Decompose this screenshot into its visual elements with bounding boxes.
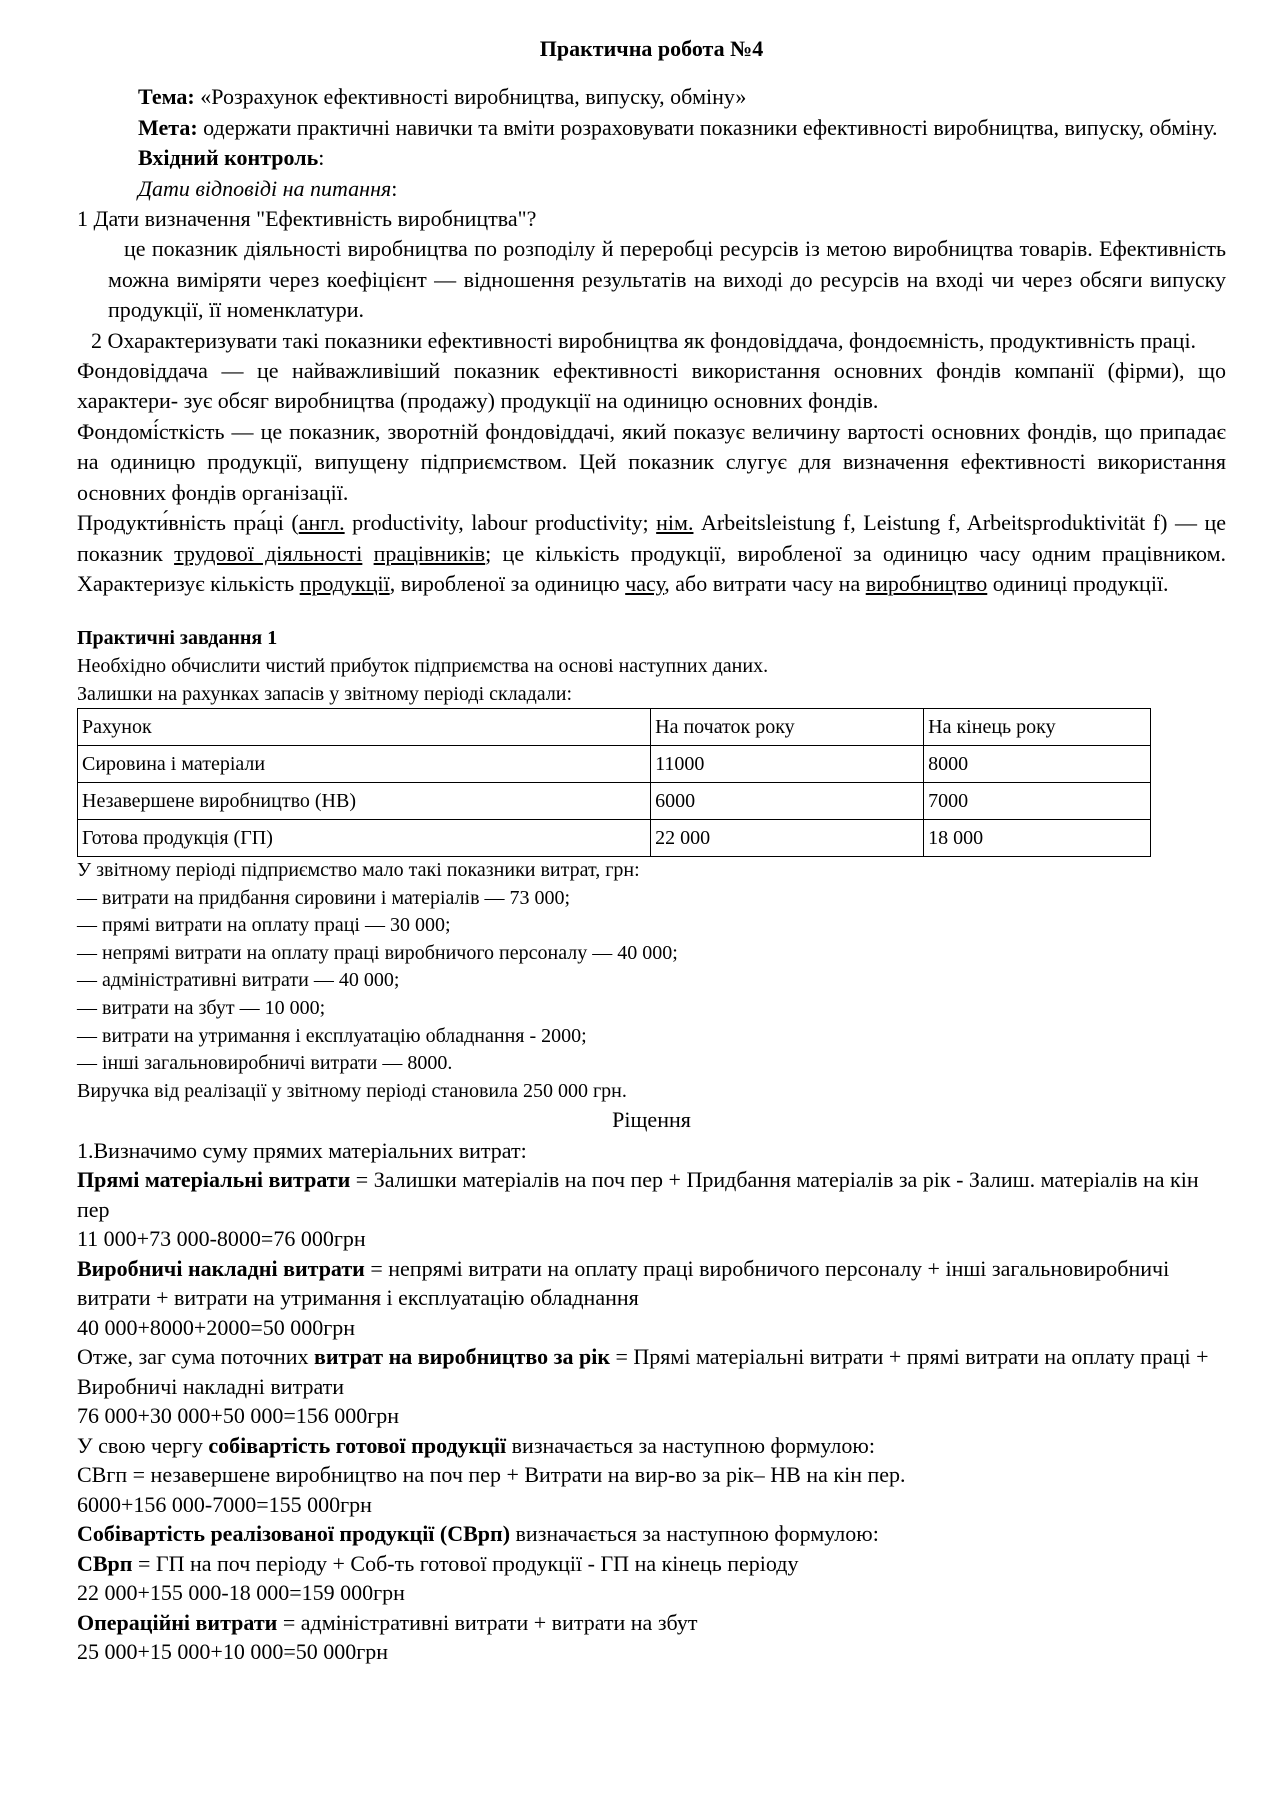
entry-control-colon: :: [318, 145, 325, 171]
question-1: 1 Дати визначення "Ефективність виробництва"?: [77, 206, 537, 232]
sold-goods-cost-label: Собівартість реалізованої продукції (СВрп): [77, 1521, 511, 1547]
fondovid-paragraph: Фондовіддача — це найважливіший показник ефективності використання основних фондів компанії (фірми), що характери- зує обсяг виробництва (продажу) продукції на одиницю основних фондів.: [77, 358, 1226, 414]
productivity-text-h: одиниці продукції.: [987, 570, 1169, 596]
answer-1: це показник діяльності виробництва по розподілу й переробці ресурсів із метою виробництва товарів. Ефективність можна виміряти через коефіцієнт — відношення результатів на виході до ресурсів на вході чи через обсяги випуску продукції, її номенклатури.: [108, 236, 1226, 323]
productivity-text-a: Продукти́вність пра́ці (: [77, 510, 299, 536]
total-production-costs-label: витрат на виробництво за рік: [314, 1344, 611, 1370]
sold-goods-cost: [77, 1519, 1226, 1549]
productivity-text-f: , виробленої за одиницю: [389, 570, 626, 596]
table-cell: Сировина і матеріали: [78, 746, 651, 783]
task-line-2: Залишки на рахунках запасів у звітному періоді складали:: [77, 682, 573, 705]
table-header-row: [78, 709, 1151, 746]
sold-goods-cost-formula-text: = ГП на поч періоду + Соб-ть готової продукції - ГП на кінець періоду: [132, 1550, 799, 1576]
table-cell: 7000: [924, 783, 1151, 820]
cost-item: — витрати на збут — 10 000;: [77, 997, 326, 1020]
finished-goods-cost-prefix: У свою чергу: [77, 1432, 209, 1458]
questions-label: Дати відповіді на питання: [138, 175, 392, 201]
table-row: [78, 820, 1151, 857]
productivity-text-d: [362, 541, 373, 566]
total-production-costs: [77, 1342, 1226, 1401]
finished-goods-cost-formula: СВгп = незавершене виробництво на поч пер + Витрати на вир-во за рік– НВ на кін пер.: [77, 1462, 906, 1488]
link-vyrobnytstvo[interactable]: виробництво: [865, 570, 988, 596]
link-chas[interactable]: часу: [625, 570, 665, 596]
task-line-1: Необхідно обчислити чистий прибуток підприємства на основі наступних даних.: [77, 654, 769, 677]
link-nim[interactable]: нім.: [656, 510, 694, 536]
link-trudova-diyalnist[interactable]: трудової діяльності: [174, 540, 363, 566]
table-header-cell: Рахунок: [78, 709, 651, 746]
table-row: [78, 783, 1151, 820]
stock-table: [77, 708, 1151, 857]
table-header-cell: На початок року: [651, 709, 924, 746]
finished-goods-cost-suffix: визначається за наступною формулою:: [506, 1432, 875, 1458]
total-production-costs-calc: 76 000+30 000+50 000=156 000грн: [77, 1403, 400, 1429]
topic-line: [77, 82, 1226, 112]
operating-costs-calc: 25 000+15 000+10 000=50 000грн: [77, 1639, 389, 1665]
productivity-paragraph: [77, 508, 1226, 599]
topic-label: Тема:: [138, 84, 195, 110]
topic-text: «Розрахунок ефективності виробництва, випуску, обміну»: [194, 84, 747, 110]
document-page: [77, 34, 1226, 1667]
overhead-costs-calc: 40 000+8000+2000=50 000грн: [77, 1314, 356, 1340]
table-cell: Готова продукція (ГП): [78, 820, 651, 857]
finished-goods-cost-label: собівартість готової продукції: [208, 1432, 507, 1458]
sold-goods-cost-formula-label: СВрп: [77, 1550, 133, 1576]
fondomist-paragraph: Фондомі́сткість — це показник, зворотній фондовіддачі, який показує величину вартості основних фондів, що припадає на одиницю продукції, випущену підприємством. Цей показник слугує для визначення ефективності використання основних фондів організації.: [77, 418, 1226, 505]
table-cell: 18 000: [924, 820, 1151, 857]
entry-control-label: Вхідний контроль: [138, 145, 319, 171]
task-title: Практичні завдання 1: [77, 627, 278, 650]
total-production-costs-prefix: Отже, заг сума поточних: [77, 1344, 314, 1370]
solution-heading: Ріщення: [612, 1107, 691, 1133]
sold-goods-cost-formula: [77, 1549, 1226, 1579]
table-cell: 11000: [651, 746, 924, 783]
overhead-costs: [77, 1254, 1226, 1313]
solution-step-1: 1.Визначимо суму прямих матеріальних витрат:: [77, 1137, 527, 1163]
operating-costs-label: Операційні витрати: [77, 1609, 278, 1635]
productivity-text-g: , або витрати часу на: [664, 570, 866, 596]
document-title: Практична робота №4: [539, 36, 764, 61]
table-header-cell: На кінець року: [924, 709, 1151, 746]
productivity-text-c: Arbeitsleistung f, Leistung f, Arbeitsproduktivität f) — це показник: [77, 510, 1227, 566]
cost-item: — прямі витрати на оплату праці — 30 000;: [77, 914, 451, 937]
goal-label: Мета:: [138, 114, 198, 140]
cost-item: — інші загальновиробничі витрати — 8000.: [77, 1052, 453, 1075]
operating-costs: [77, 1608, 1226, 1638]
table-cell: 22 000: [651, 820, 924, 857]
link-pratsivnyky[interactable]: працівників: [373, 540, 486, 566]
productivity-text-b: productivity, labour productivity;: [344, 510, 657, 536]
finished-goods-cost-calc: 6000+156 000-7000=155 000грн: [77, 1491, 372, 1517]
total-production-costs-formula: = Прямі матеріальні витрати + прямі витрати на оплату праці + Виробничі накладні витрати: [77, 1344, 1209, 1399]
direct-material-costs-formula: = Залишки матеріалів на поч пер + Придбання матеріалів за рік - Залиш. матеріалів на кін пер: [77, 1167, 1199, 1222]
goal-line: [77, 113, 1226, 143]
direct-material-costs-label: Прямі матеріальні витрати: [77, 1167, 351, 1193]
sold-goods-cost-calc: 22 000+155 000-18 000=159 000грн: [77, 1580, 405, 1606]
operating-costs-formula: = адміністративні витрати + витрати на збут: [277, 1609, 698, 1635]
table-cell: Незавершене виробництво (НВ): [78, 783, 651, 820]
goal-text: одержати практичні навички та вміти розраховувати показники ефективності виробництва, випуску, обміну.: [197, 114, 1218, 140]
costs-intro: У звітному періоді підприємство мало такі показники витрат, грн:: [77, 859, 640, 882]
link-produktsiya[interactable]: продукції: [299, 570, 390, 596]
cost-item: — витрати на придбання сировини і матеріалів — 73 000;: [77, 886, 571, 909]
questions-line: [77, 174, 1226, 204]
cost-item: — непрямі витрати на оплату праці виробничого персоналу — 40 000;: [77, 941, 678, 964]
sold-goods-cost-suffix: визначається за наступною формулою:: [510, 1521, 879, 1547]
cost-item: — адміністративні витрати — 40 000;: [77, 969, 400, 992]
cost-item: — витрати на утримання і експлуатацію обладнання - 2000;: [77, 1024, 587, 1047]
overhead-costs-label: Виробничі накладні витрати: [77, 1255, 365, 1281]
direct-material-costs-calc: 11 000+73 000-8000=76 000грн: [77, 1226, 366, 1252]
questions-colon: :: [391, 175, 398, 201]
productivity-text-e: ; це кількість продукції, виробленої за одиницю часу одним працівником. Характеризує кількість: [77, 540, 1226, 596]
table-cell: 6000: [651, 783, 924, 820]
direct-material-costs: [77, 1165, 1226, 1224]
finished-goods-cost: [77, 1431, 1226, 1461]
question-2: 2 Охарактеризувати такі показники ефективності виробництва як фондовіддача, фондоємність, продуктивність праці.: [91, 327, 1197, 353]
entry-control-line: [77, 143, 1226, 173]
overhead-costs-formula: = непрямі витрати на оплату праці виробничого персоналу + інші загальновиробничі витрати + витрати на утримання і експлуатацію обладнання: [77, 1255, 1170, 1311]
table-row: [78, 746, 1151, 783]
link-angl[interactable]: англ.: [298, 510, 345, 536]
revenue-line: Виручка від реалізації у звітному періоді становила 250 000 грн.: [77, 1079, 627, 1102]
table-cell: 8000: [924, 746, 1151, 783]
